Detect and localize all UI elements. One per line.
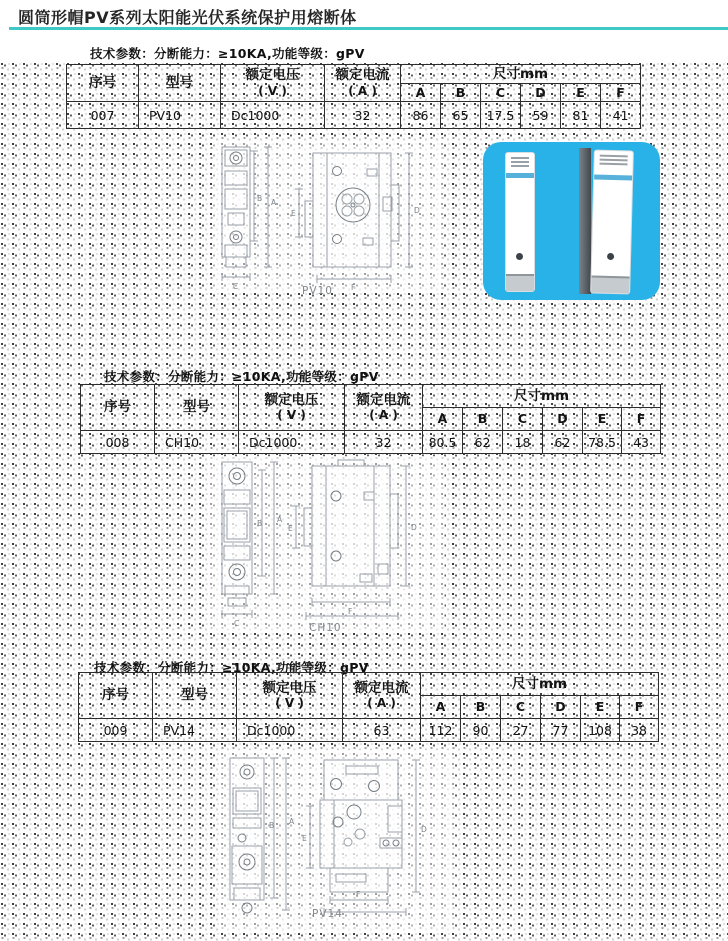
- current-unit: ( A ): [348, 83, 377, 98]
- product-base: [506, 274, 534, 291]
- tech-params-line-1: 技术参数：分断能力：≥10KA,功能等级：gPV: [90, 46, 365, 61]
- fuse-holder-angled-photo: [590, 150, 634, 295]
- dim-col-a: A: [423, 408, 463, 431]
- dim-col-c: C: [501, 696, 541, 719]
- drawing-caption-ch10: CH10: [309, 622, 342, 634]
- svg-text:A: A: [271, 198, 277, 207]
- dim-col-b: B: [441, 84, 481, 102]
- serial-value: 008: [81, 431, 155, 454]
- svg-text:D: D: [414, 206, 420, 215]
- screw-dot: [516, 253, 523, 260]
- title-underline: [9, 27, 728, 30]
- col-header-dimensions: 尺寸mm: [401, 65, 641, 84]
- dim-col-f: F: [620, 696, 659, 719]
- table-row: [79, 719, 659, 742]
- dim-c-value: 18: [503, 431, 543, 454]
- current-label: 额定电流: [335, 67, 390, 84]
- table-row: [81, 431, 661, 454]
- col-header-serial: 序号: [67, 65, 139, 102]
- dim-col-d: D: [541, 696, 581, 719]
- voltage-unit: ( V ): [258, 83, 287, 98]
- dim-col-d: D: [521, 84, 561, 102]
- table-row: [67, 102, 641, 129]
- svg-text:B: B: [269, 821, 275, 830]
- col-header-current: 额定电流 ( A ): [345, 385, 423, 431]
- svg-text:F: F: [356, 890, 361, 899]
- col-header-dimensions: 尺寸mm: [423, 385, 661, 408]
- svg-text:D: D: [421, 825, 427, 834]
- dim-f-value: 41: [601, 102, 641, 129]
- tech-params-line-3: 技术参数：分断能力：≥10KA,功能等级：gPV: [94, 660, 369, 675]
- dim-e-value: 108: [581, 719, 620, 742]
- dim-c-value: 27: [501, 719, 541, 742]
- dim-col-a: A: [421, 696, 461, 719]
- svg-text:C: C: [233, 282, 239, 291]
- serial-value: 009: [79, 719, 153, 742]
- dim-b-value: 65: [441, 102, 481, 129]
- dim-a-value: 86: [401, 102, 441, 129]
- voltage-label: 额定电压: [245, 67, 300, 84]
- voltage-value: Dc1000: [237, 719, 343, 742]
- col-header-voltage: 额定电压 ( V ): [237, 673, 343, 719]
- blue-stripe: [506, 173, 534, 178]
- col-header-model: 型号: [155, 385, 239, 431]
- col-header-serial: 序号: [79, 673, 153, 719]
- model-value: CH10: [155, 431, 239, 454]
- svg-text:A: A: [277, 515, 283, 524]
- dim-col-f: F: [622, 408, 661, 431]
- product-base: [591, 275, 629, 293]
- dim-a-value: 80.5: [423, 431, 463, 454]
- svg-text:A: A: [289, 817, 295, 826]
- dim-col-a: A: [401, 84, 441, 102]
- dim-d-value: 62: [543, 431, 583, 454]
- product-label: [597, 153, 629, 167]
- spec-table-ch10: [80, 384, 661, 454]
- dim-col-b: B: [463, 408, 503, 431]
- svg-text:F: F: [351, 283, 356, 292]
- model-value: PV10: [139, 102, 221, 129]
- col-header-current: 额定电流 ( A ): [343, 673, 421, 719]
- dim-a-value: 112: [421, 719, 461, 742]
- dim-col-e: E: [583, 408, 622, 431]
- dim-b-value: 62: [463, 431, 503, 454]
- col-header-current: [325, 65, 401, 102]
- voltage-value: Dc1000: [221, 102, 325, 129]
- current-value: 32: [325, 102, 401, 129]
- spec-table-pv14: [78, 672, 659, 742]
- dim-d-value: 59: [521, 102, 561, 129]
- col-header-voltage: [221, 65, 325, 102]
- dim-c-value: 17.5: [481, 102, 521, 129]
- svg-text:E: E: [288, 524, 293, 533]
- col-header-voltage: 额定电压 ( V ): [239, 385, 345, 431]
- ch10-technical-drawing: [210, 456, 445, 641]
- dim-e-value: 81: [561, 102, 601, 129]
- col-header-model: 型号: [139, 65, 221, 102]
- svg-text:E: E: [291, 209, 296, 218]
- dim-f-value: 38: [620, 719, 659, 742]
- screw-dot: [607, 253, 614, 260]
- svg-text:C: C: [234, 619, 240, 628]
- dim-col-f: F: [601, 84, 641, 102]
- dim-col-d: D: [543, 408, 583, 431]
- tech-params-line-2: 技术参数：分断能力：≥10KA,功能等级：gPV: [104, 369, 379, 384]
- current-value: 32: [345, 431, 423, 454]
- fuse-holder-front-photo: [505, 152, 535, 292]
- dim-b-value: 90: [461, 719, 501, 742]
- svg-text:D: D: [411, 523, 417, 532]
- svg-text:E: E: [302, 834, 307, 843]
- dim-col-c: C: [481, 84, 521, 102]
- serial-value: 007: [67, 102, 139, 129]
- drawing-caption-pv14: PV14: [312, 908, 343, 920]
- model-value: PV14: [153, 719, 237, 742]
- col-header-dimensions: 尺寸mm: [421, 673, 659, 696]
- col-header-serial: 序号: [81, 385, 155, 431]
- svg-text:F: F: [348, 607, 353, 616]
- col-header-model: 型号: [153, 673, 237, 719]
- page-title: 圆筒形帽PV系列太阳能光伏系统保护用熔断体: [18, 8, 357, 27]
- dim-col-e: E: [561, 84, 601, 102]
- product-photo-card: [483, 142, 660, 300]
- svg-text:B: B: [257, 194, 263, 203]
- dim-col-c: C: [503, 408, 543, 431]
- spec-table-pv10: [66, 64, 641, 129]
- svg-text:B: B: [257, 519, 263, 528]
- dim-e-value: 78.5: [583, 431, 622, 454]
- din-rail-side: [579, 148, 591, 294]
- dim-col-b: B: [461, 696, 501, 719]
- voltage-value: Dc1000: [239, 431, 345, 454]
- dim-col-e: E: [581, 696, 620, 719]
- drawing-caption-pv10: PV10: [302, 285, 333, 297]
- current-value: 63: [343, 719, 421, 742]
- dim-d-value: 77: [541, 719, 581, 742]
- pv10-technical-drawing: [213, 141, 443, 301]
- blue-stripe: [594, 175, 632, 181]
- dim-f-value: 43: [622, 431, 661, 454]
- product-label: [509, 155, 531, 168]
